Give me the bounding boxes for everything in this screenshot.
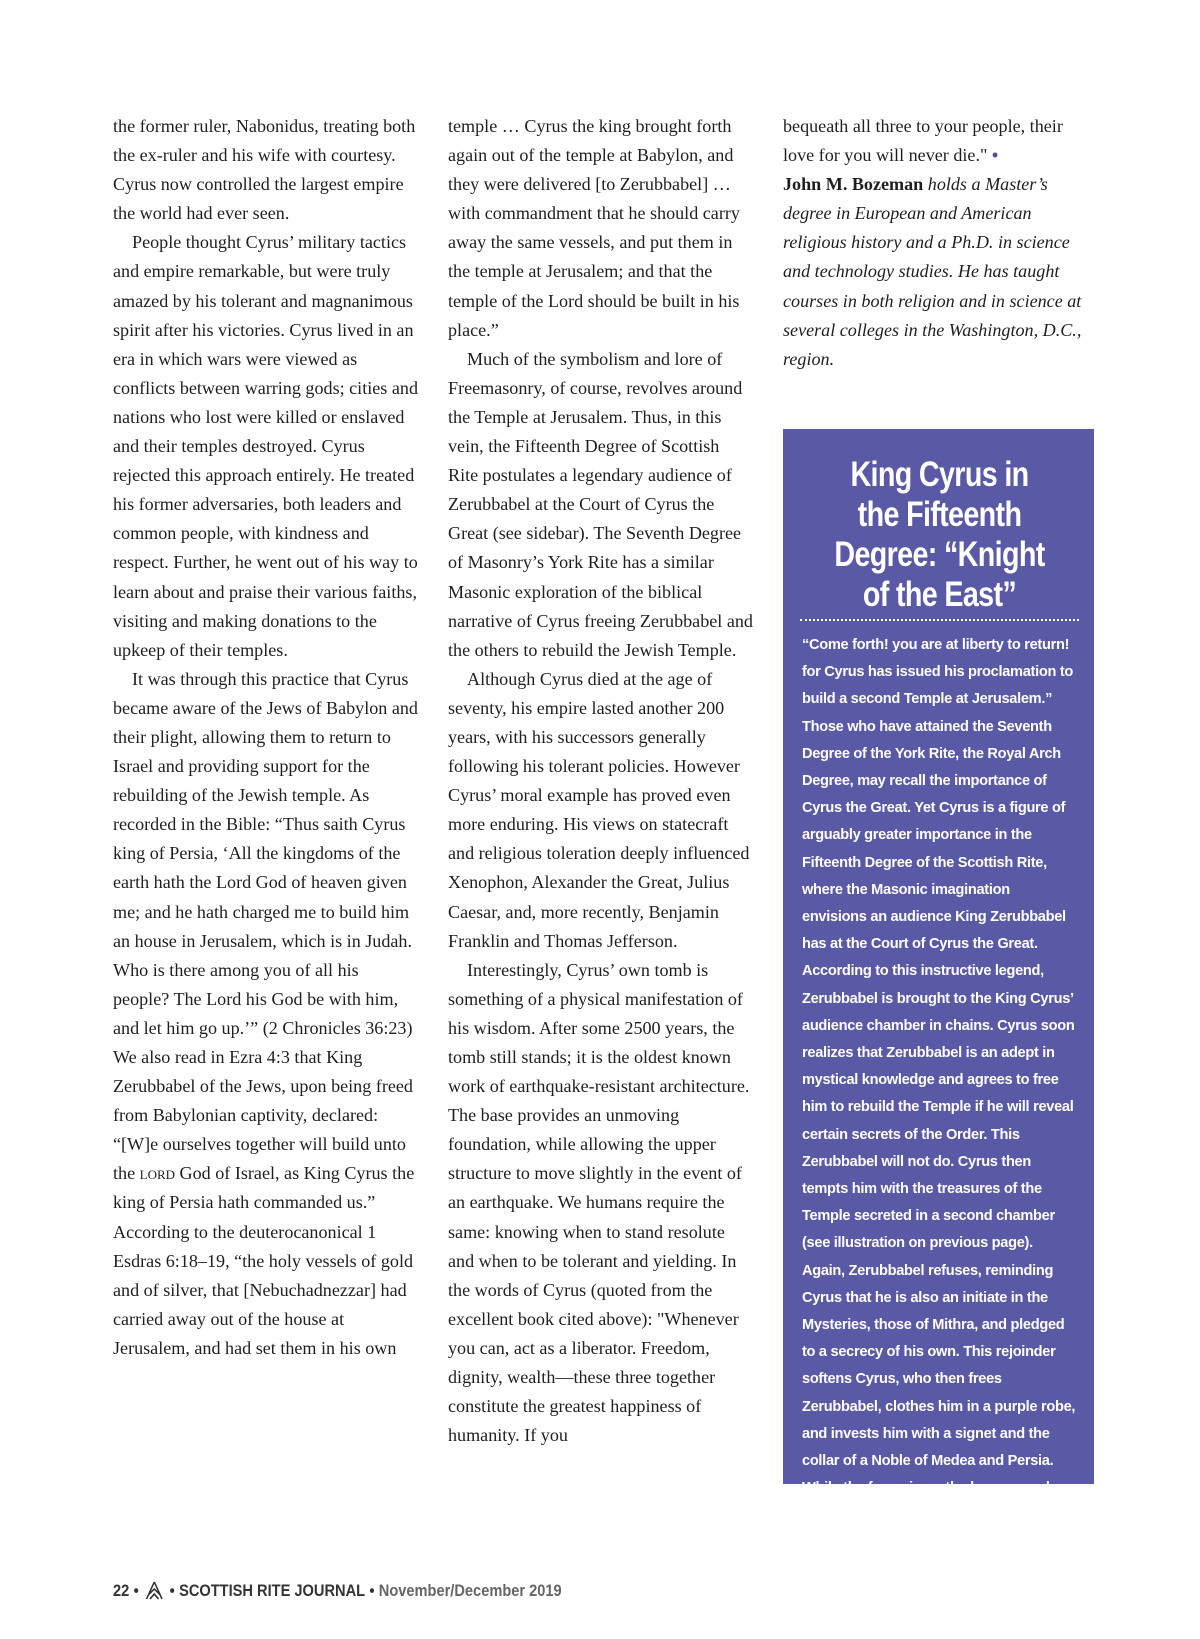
article-column-2: [448, 112, 753, 1450]
sidebar-box: [783, 429, 1094, 1633]
article-paragraph: [783, 112, 1093, 170]
footer-separator: •: [369, 1581, 375, 1600]
end-mark-icon: •: [991, 145, 999, 166]
sidebar-text: “Come forth! you are at liberty to return! for Cyrus has issued his proclamation to build a second Temple at Jerusalem.” Those who have attained the Seventh Degree of the York Rite, the Royal Arch Degree, may recall the importance of Cyrus the Great. Yet Cyrus is a figure of arguably greater importance in the Fifteenth Degree of the Scottish Rite, where the Masonic imagination envisions an audience King Zerubbabel has at the Court of Cyrus the Great. According to this instructive legend, Zerubbabel is brought to the King Cyrus’ audience chamber in chains. Cyrus soon realizes that Zerubbabel is an adept in mystical knowledge and agrees to free him to rebuild the Temple if he will reveal certain secrets of the Order. This Zerubbabel will not do. Cyrus then tempts him with the treasures of the Temple secreted in a second chamber (see illustration on previous page). Again, Zerubbabel refuses, reminding Cyrus that he is also an initiate in the Mysteries, those of Mithra, and pledged to a secrecy of his own. This rejoinder softens Cyrus, who then frees Zerubbabel, clothes him in a purple robe, and invests him with a signet and the collar of a Noble of Medea and Persia. While the focus is on the bravery and loyalty of Zerubbabel, Cyrus is shown as a patient and tolerant human being capable of mercy and himself being an initiate into the mysteries, even having some knowledge of the True Word.: [802, 637, 1076, 1633]
article-paragraph: People thought Cyrus’ military tactics and empire remarkable, but were truly amazed by his tolerant and magnanimous spirit after his victories. Cyrus lived in an era in which wars were viewed as conflicts between warring gods; cities and nations who lost were killed or enslaved and their temples destroyed. Cyrus rejected this approach entirely. He treated his former adversaries, both leaders and common people, with kindness and respect. Further, he went out of his way to learn about and praise their various faiths, visiting and making donations to the upkeep of their temples.: [113, 232, 418, 660]
page-footer: [113, 1581, 562, 1601]
square-compass-icon: [145, 1581, 164, 1601]
footer-separator: •: [169, 1581, 175, 1600]
article-paragraph: Much of the symbolism and lore of Freemasonry, of course, revolves around the Temple at Jerusalem. Thus, in this vein, the Fifteenth Degree of Scottish Rite postulates a legendary audience of Zerubbabel at the Court of Cyrus the Great (see sidebar). The Seventh Degree of Masonry’s York Rite has a similar Masonic exploration of the biblical narrative of Cyrus freeing Zerubbabel and the others to rebuild the Jewish Temple.: [448, 348, 753, 660]
paragraph-text: bequeath all three to your people, their love for you will never die.": [783, 116, 1063, 166]
article-paragraph: Interestingly, Cyrus’ own tomb is something of a physical manifestation of his wisdom. After some 2500 years, the tomb still stands; it is the oldest known work of earthquake-resistant architecture. The base provides an unmoving foundation, while allowing the upper structure to move slightly in the event of an earthquake. We humans require the same: knowing when to stand resolute and when to be tolerant and yielding. In the words of Cyrus (quoted from the excellent book cited above): "Whenever you can, act as a liberator. Freedom, dignity, wealth—these three together constitute the greatest happiness of humanity. If you: [448, 959, 750, 1446]
lord-small-caps: lord: [139, 1163, 176, 1184]
issue-date: November/December 2019: [378, 1581, 562, 1600]
paragraph-text: It was through this practice that Cyrus became aware of the Jews of Babylon and their plight, allowing them to return to Israel and providing support for the rebuilding of the Jewish temple. As recorded in the Bible: “Thus saith Cyrus king of Persia, ‘All the kingdoms of the earth hath the Lord God of heaven given me; and he hath charged me to build him an house in Jerusalem, which is in Judah. Who is there among you of all his people? The Lord his God be with him, and let him go up.’” (2 Chronicles 36:23) We also read in Ezra 4:3 that King Zerubbabel of the Jews, upon being freed from Babylonian captivity, declared: “[W]e ourselves together will build unto the: [113, 668, 418, 1184]
article-paragraph: the former ruler, Nabonidus, treating both the ex-ruler and his wife with courtesy. Cyrus now controlled the largest empire the world had ever seen.: [113, 116, 416, 224]
author-name: John M. Bozeman: [783, 174, 924, 195]
paragraph-text: God of Israel, as King Cyrus the king of Persia hath commanded us.” According to the deuterocanonical 1 Esdras 6:18–19, “the holy vessels of gold and of silver, that [Nebuchadnezzar] had carried away out of the house at Jerusalem, and had set them in his own: [113, 1163, 415, 1358]
page-number: 22: [113, 1581, 130, 1600]
author-bio: [783, 170, 1093, 374]
author-description: holds a Master’s degree in European and American religious history and a Ph.D. in science and technology studies. He has taught courses in both religion and in science at several colleges in the Washington, D.C., region.: [783, 174, 1082, 369]
footer-separator: •: [133, 1581, 139, 1600]
journal-name: SCOTTISH RITE JOURNAL: [179, 1581, 366, 1600]
article-paragraph: Although Cyrus died at the age of seventy, his empire lasted another 200 years, with his successors generally following his tolerant policies. However Cyrus’ moral example has proved even more enduring. His views on statecraft and religious toleration deeply influenced Xenophon, Alexander the Great, Julius Caesar, and, more recently, Benjamin Franklin and Thomas Jefferson.: [448, 668, 750, 951]
sidebar-divider: [800, 619, 1079, 621]
article-paragraph: temple … Cyrus the king brought forth again out of the temple at Babylon, and they were delivered [to Zerubbabel] … with commandment that he should carry away the same vessels, and put them in the temple at Jerusalem; and that the temple of the Lord should be built in his place.”: [448, 116, 740, 340]
article-column-3: [783, 112, 1093, 374]
article-paragraph: [113, 665, 418, 1363]
sidebar-title: King Cyrus in the Fifteenth Degree: “Knight of the East”: [834, 455, 1045, 614]
article-column-1: [113, 112, 418, 1363]
